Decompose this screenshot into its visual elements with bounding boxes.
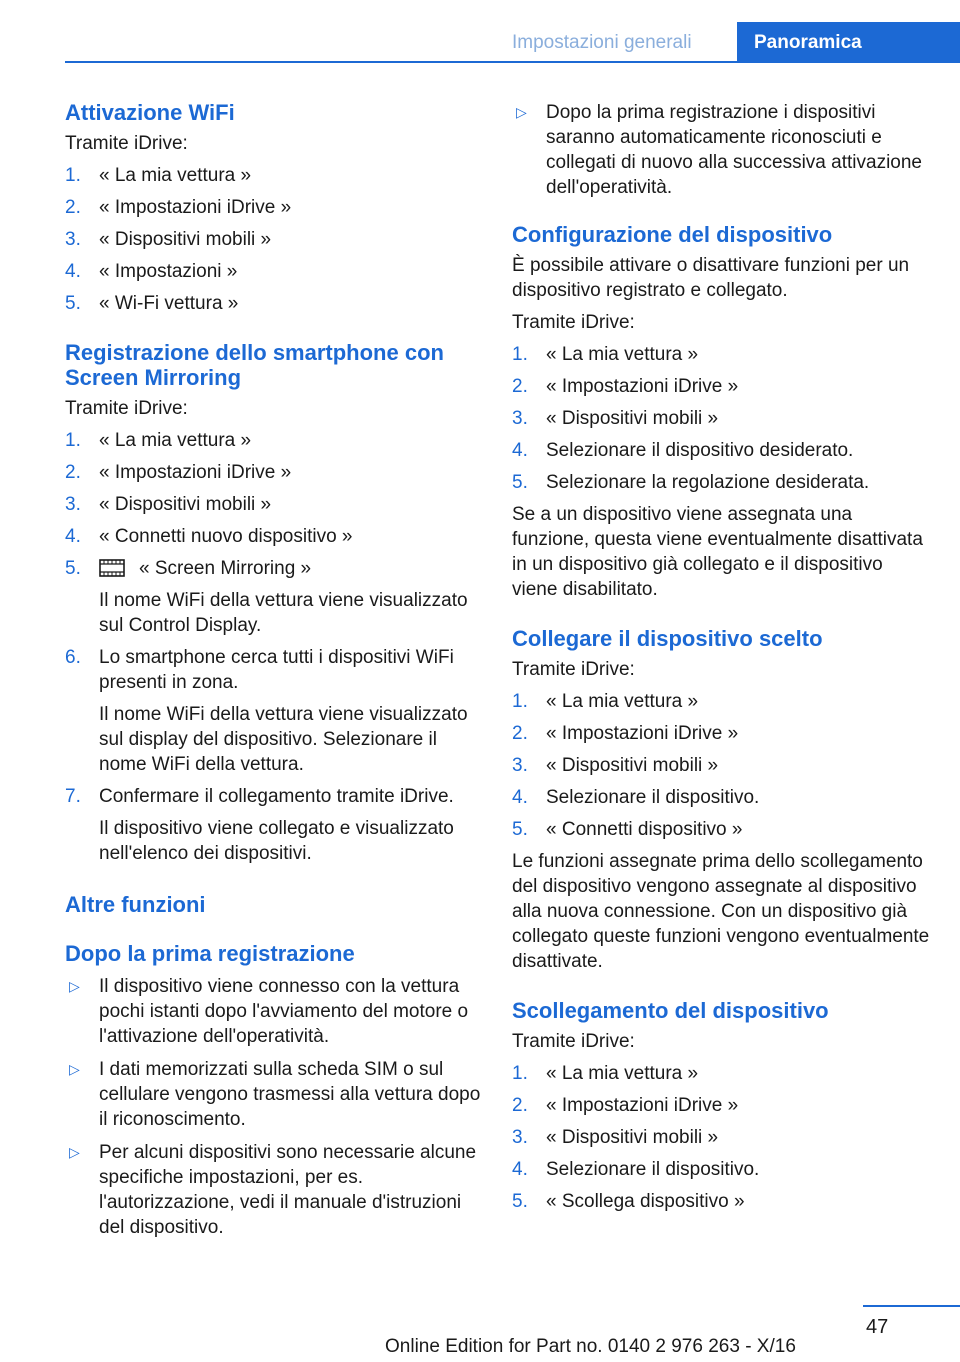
config-text: È possibile attivare o disattivare funzioni per un dispositivo registrato e collegato. bbox=[512, 255, 910, 301]
step-text: « Dispositivi mobili » bbox=[99, 494, 272, 515]
list-item bbox=[512, 438, 932, 463]
collegare-after-text: Le funzioni assegnate prima dello scollegamento del dispositivo vengono assegnate al dispositivo alla nuova connessione. Con un dispositivo già collegato queste funzioni vengono eventualmente disattivate. bbox=[512, 851, 930, 972]
list-item bbox=[65, 492, 485, 517]
step-text: « La mia vettura » bbox=[99, 165, 252, 186]
altre-funzioni-heading: Altre funzioni bbox=[65, 892, 206, 917]
step-number: 3. bbox=[512, 408, 528, 429]
footer-rule bbox=[863, 1305, 960, 1307]
collegare-heading: Collegare il dispositivo scelto bbox=[512, 626, 823, 651]
list-item bbox=[65, 291, 485, 316]
list-item bbox=[65, 227, 485, 252]
step-text: « La mia vettura » bbox=[99, 430, 252, 451]
step-text: « Impostazioni iDrive » bbox=[99, 462, 292, 483]
wifi-heading: Attivazione WiFi bbox=[65, 100, 235, 125]
step-text: « Impostazioni iDrive » bbox=[99, 197, 292, 218]
list-item bbox=[65, 259, 485, 284]
wifi-steps bbox=[65, 163, 485, 316]
step-text: « Connetti dispositivo » bbox=[546, 819, 743, 840]
config-after-text: Se a un dispositivo viene assegnata una funzione, questa viene eventualmente disattivata in un dispositivo già collegato e il dispositivo viene disabilitato. bbox=[512, 504, 923, 600]
step-text: « Impostazioni » bbox=[99, 261, 238, 282]
step-number: 1. bbox=[512, 344, 528, 365]
bullet-text: Dopo la prima registrazione i dispositivi saranno automaticamente riconosciuti e collegati di nuovo alla successiva attivazione dell'operatività. bbox=[546, 102, 922, 198]
triangle-right-icon: ▷ bbox=[69, 978, 80, 994]
bullet-text: I dati memorizzati sulla scheda SIM o sul cellulare vengono trasmessi alla vettura dopo il riconoscimento. bbox=[99, 1059, 481, 1130]
list-item bbox=[65, 974, 485, 1049]
collegare-steps bbox=[512, 689, 932, 842]
step-text: « Dispositivi mobili » bbox=[99, 229, 272, 250]
list-item bbox=[65, 460, 485, 485]
step-text: Confermare il collegamento tramite iDrive. bbox=[99, 786, 454, 807]
step-number: 4. bbox=[512, 787, 528, 808]
step-number: 1. bbox=[512, 691, 528, 712]
list-item bbox=[65, 1057, 485, 1132]
step-number: 6. bbox=[65, 647, 81, 668]
step-text: « Impostazioni iDrive » bbox=[546, 1095, 739, 1116]
step-number: 1. bbox=[65, 165, 81, 186]
right-column bbox=[512, 100, 932, 1214]
step-subtext: Il dispositivo viene collegato e visualizzato nell'elenco dei dispositivi. bbox=[99, 818, 454, 864]
step-number: 5. bbox=[512, 1191, 528, 1212]
step-text: Selezionare il dispositivo desiderato. bbox=[546, 440, 854, 461]
list-item bbox=[512, 1189, 932, 1214]
list-item bbox=[65, 784, 485, 866]
wifi-intro: Tramite iDrive: bbox=[65, 133, 188, 154]
step-number: 3. bbox=[65, 229, 81, 250]
step-number: 5. bbox=[512, 819, 528, 840]
list-item bbox=[512, 374, 932, 399]
list-item bbox=[512, 689, 932, 714]
mirroring-intro: Tramite iDrive: bbox=[65, 398, 188, 419]
step-text: Selezionare la regolazione desiderata. bbox=[546, 472, 870, 493]
triangle-right-icon: ▷ bbox=[69, 1144, 80, 1160]
scollega-intro: Tramite iDrive: bbox=[512, 1031, 635, 1052]
list-item bbox=[65, 428, 485, 453]
step-number: 4. bbox=[65, 261, 81, 282]
list-item bbox=[512, 342, 932, 367]
step-number: 1. bbox=[65, 430, 81, 451]
list-item bbox=[65, 645, 485, 777]
step-text: « Scollega dispositivo » bbox=[546, 1191, 745, 1212]
mirroring-heading: Registrazione dello smartphone con Screen Mirroring bbox=[65, 340, 444, 390]
dopo-heading: Dopo la prima registrazione bbox=[65, 941, 355, 966]
page-number: 47 bbox=[866, 1316, 889, 1338]
dopo-bullets bbox=[65, 974, 485, 1240]
list-item bbox=[65, 524, 485, 549]
step-number: 2. bbox=[65, 197, 81, 218]
step-number: 3. bbox=[512, 755, 528, 776]
step-text: « Dispositivi mobili » bbox=[546, 755, 719, 776]
step-subtext: Il nome WiFi della vettura viene visualizzato sul display del dispositivo. Selezionare il nome WiFi della vettura. bbox=[99, 704, 468, 775]
screen-mirroring-icon bbox=[99, 559, 125, 577]
mirroring-steps bbox=[65, 428, 485, 866]
config-steps bbox=[512, 342, 932, 495]
step-text: « Impostazioni iDrive » bbox=[546, 376, 739, 397]
bullet-text: Il dispositivo viene connesso con la vettura pochi istanti dopo l'avviamento del motore o l'attivazione dell'operatività. bbox=[99, 976, 469, 1047]
header-tab-panoramica: Panoramica bbox=[737, 22, 960, 63]
step-text: « Screen Mirroring » bbox=[139, 558, 312, 579]
step-number: 5. bbox=[512, 472, 528, 493]
list-item bbox=[65, 163, 485, 188]
list-item bbox=[512, 1093, 932, 1118]
list-item bbox=[512, 785, 932, 810]
header-rule bbox=[65, 61, 960, 63]
list-item bbox=[512, 721, 932, 746]
step-number: 3. bbox=[512, 1127, 528, 1148]
triangle-right-icon: ▷ bbox=[69, 1061, 80, 1077]
step-number: 4. bbox=[512, 1159, 528, 1180]
step-text: « Impostazioni iDrive » bbox=[546, 723, 739, 744]
step-text: Lo smartphone cerca tutti i dispositivi WiFi presenti in zona. bbox=[99, 647, 454, 693]
step-number: 5. bbox=[65, 558, 81, 579]
step-text: « La mia vettura » bbox=[546, 344, 699, 365]
step-text: « Connetti nuovo dispositivo » bbox=[99, 526, 353, 547]
list-item bbox=[512, 470, 932, 495]
header-section-title: Impostazioni generali bbox=[512, 32, 692, 53]
step-number: 7. bbox=[65, 786, 81, 807]
list-item bbox=[512, 1061, 932, 1086]
list-item bbox=[512, 100, 932, 200]
scollega-steps bbox=[512, 1061, 932, 1214]
step-number: 2. bbox=[512, 376, 528, 397]
list-item bbox=[512, 1157, 932, 1182]
config-intro: Tramite iDrive: bbox=[512, 312, 635, 333]
step-text: « Dispositivi mobili » bbox=[546, 408, 719, 429]
step-subtext: Il nome WiFi della vettura viene visualizzato sul Control Display. bbox=[99, 590, 468, 636]
scollega-heading: Scollegamento del dispositivo bbox=[512, 998, 829, 1023]
list-item bbox=[65, 556, 485, 638]
collegare-intro: Tramite iDrive: bbox=[512, 659, 635, 680]
top-bullet-list bbox=[512, 100, 932, 200]
step-text: « Wi-Fi vettura » bbox=[99, 293, 239, 314]
step-number: 1. bbox=[512, 1063, 528, 1084]
step-number: 2. bbox=[65, 462, 81, 483]
step-number: 2. bbox=[512, 723, 528, 744]
bullet-text: Per alcuni dispositivi sono necessarie alcune specifiche impostazioni, per es. l'autorizzazione, vedi il manuale d'istruzioni del dispositivo. bbox=[99, 1142, 477, 1238]
edition-note: Online Edition for Part no. 0140 2 976 263 - X/16 bbox=[385, 1336, 796, 1357]
step-number: 5. bbox=[65, 293, 81, 314]
step-number: 4. bbox=[65, 526, 81, 547]
step-text: « La mia vettura » bbox=[546, 1063, 699, 1084]
step-text: « La mia vettura » bbox=[546, 691, 699, 712]
step-text: Selezionare il dispositivo. bbox=[546, 1159, 760, 1180]
list-item bbox=[512, 1125, 932, 1150]
step-number: 3. bbox=[65, 494, 81, 515]
left-column bbox=[65, 100, 485, 1240]
step-text: Selezionare il dispositivo. bbox=[546, 787, 760, 808]
step-number: 2. bbox=[512, 1095, 528, 1116]
list-item bbox=[512, 753, 932, 778]
list-item bbox=[512, 406, 932, 431]
triangle-right-icon: ▷ bbox=[516, 104, 527, 120]
step-number: 4. bbox=[512, 440, 528, 461]
step-text: « Dispositivi mobili » bbox=[546, 1127, 719, 1148]
list-item bbox=[65, 1140, 485, 1240]
list-item bbox=[65, 195, 485, 220]
list-item bbox=[512, 817, 932, 842]
config-heading: Configurazione del dispositivo bbox=[512, 222, 833, 247]
